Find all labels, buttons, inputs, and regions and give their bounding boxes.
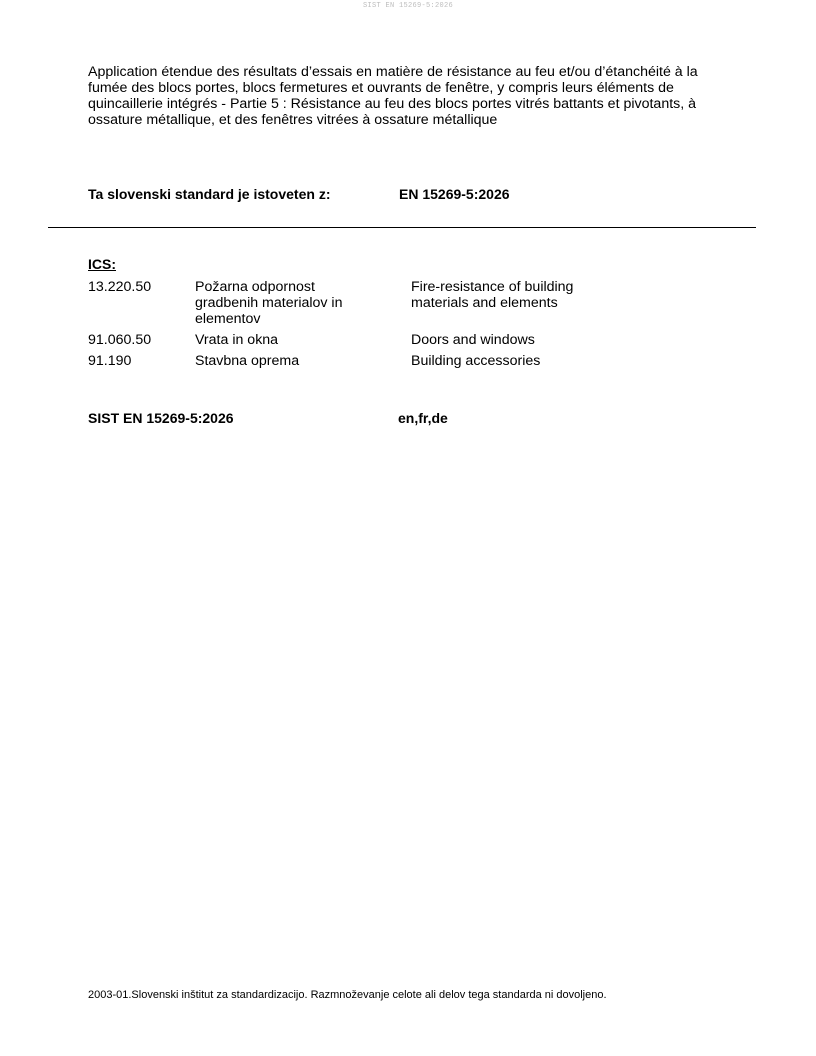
ics-code: 91.060.50 — [88, 332, 152, 348]
copyright-footer: 2003-01.Slovenski inštitut za standardizacijo. Razmnoževanje celote ali delov tega standarda ni dovoljeno. — [88, 989, 607, 1001]
equivalence-value: EN 15269-5:2026 — [399, 186, 510, 202]
standard-languages: en,fr,de — [398, 410, 448, 426]
ics-heading: ICS: — [88, 256, 116, 272]
ics-code: 13.220.50 — [88, 279, 152, 295]
ics-english: Fire-resistance of building materials and elements — [411, 279, 574, 311]
ics-row — [88, 332, 738, 348]
equivalence-label: Ta slovenski standard je istoveten z: — [88, 186, 331, 202]
ics-slovenian-cell — [195, 332, 411, 348]
ics-row — [88, 279, 738, 327]
section-divider — [48, 227, 756, 228]
ics-slovenian-cell — [195, 353, 411, 369]
ics-row — [88, 353, 738, 369]
ics-english: Doors and windows — [411, 332, 535, 348]
ics-slovenian: Stavbna oprema — [195, 353, 300, 369]
ics-slovenian-cell — [195, 279, 411, 327]
ics-slovenian: Vrata in okna — [195, 332, 279, 348]
ics-slovenian: Požarna odpornost gradbenih materialov in elementov — [195, 279, 343, 327]
ics-english: Building accessories — [411, 353, 541, 369]
ics-code: 91.190 — [88, 353, 132, 369]
document-watermark: SIST EN 15269-5:2026 — [362, 2, 453, 10]
ics-table — [88, 279, 738, 374]
standard-code: SIST EN 15269-5:2026 — [88, 410, 234, 426]
french-title: Application étendue des résultats d’essais en matière de résistance au feu et/ou d’étanchéité à la fumée des blocs portes, blocs fermetures et ouvrants de fenêtre, y compris leurs éléments de quincaillerie intégrés - Partie 5 : Résistance au feu des blocs portes vitrés battants et pivotants, à ossature métallique, et des fenêtres vitrées à ossature métallique — [88, 64, 698, 128]
